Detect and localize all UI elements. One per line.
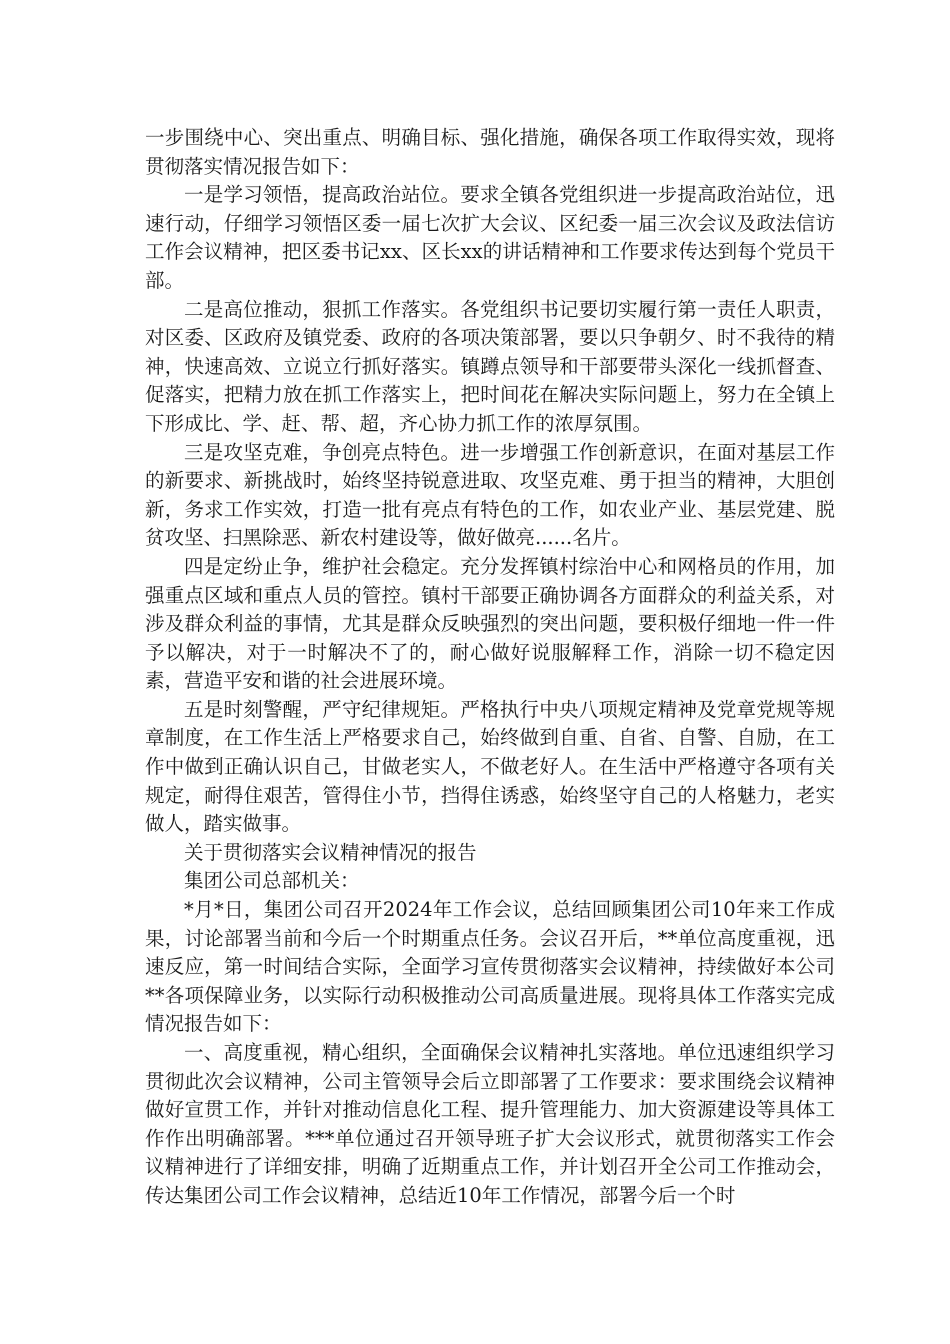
paragraph-point-five: 五是时刻警醒，严守纪律规矩。严格执行中央八项规定精神及党章党规等规章制度，在工作生活上严格要求自己，始终做到自重、自省、自警、自励，在工作中做到正确认识自己，甘做老实人，不做老好人。在生活中严格遵守各项有关规定，耐得住艰苦，管得住小节，挡得住诱惑，始终坚守自己的人格魅力，老实做人，踏实做事。 <box>145 697 835 836</box>
report-salutation: 集团公司总部机关： <box>184 869 360 893</box>
paragraph-intro-continuation: 一步围绕中心、突出重点、明确目标、强化措施，确保各项工作取得实效，现将贯彻落实情况报告如下： <box>145 126 835 178</box>
paragraph-point-two: 二是高位推动，狠抓工作落实。各党组织书记要切实履行第一责任人职责，对区委、区政府及镇党委、政府的各项决策部署，要以只争朝夕、时不我待的精神，快速高效、立说立行抓好落实。镇蹲点领导和干部要带头深化一线抓督查、促落实，把精力放在抓工作落实上，把时间花在解决实际问题上，努力在全镇上下形成比、学、赶、帮、超，齐心协力抓工作的浓厚氛围。 <box>145 297 835 435</box>
paragraph-point-one: 一是学习领悟，提高政治站位。要求全镇各党组织进一步提高政治站位，迅速行动，仔细学习领悟区委一届七次扩大会议、区纪委一届三次会议及政法信访工作会议精神，把区委书记xx、区长xx的讲话精神和工作要求传达到每个党员干部。 <box>145 183 835 292</box>
paragraph-point-three: 三是攻坚克难，争创亮点特色。进一步增强工作创新意识，在面对基层工作的新要求、新挑战时，始终坚持锐意进取、攻坚克难、勇于担当的精神，大胆创新，务求工作实效，打造一批有亮点有特色的工作，如农业产业、基层党建、脱贫攻坚、扫黑除恶、新农村建设等，做好做亮......名片。 <box>145 440 835 550</box>
document-body <box>145 124 835 1211</box>
report-title: 关于贯彻落实会议精神情况的报告 <box>184 840 477 864</box>
paragraph-point-four: 四是定纷止争，维护社会稳定。充分发挥镇村综治中心和网格员的作用，加强重点区域和重点人员的管控。镇村干部要正确协调各方面群众的利益关系，对涉及群众利益的事情，尤其是群众反映强烈的突出问题，要积极仔细地一件一件予以解决，对于一时解决不了的，耐心做好说服解释工作，消除一切不稳定因素，营造平安和谐的社会进展环境。 <box>145 554 835 693</box>
paragraph-meeting-summary: *月*日，集团公司召开2024年工作会议，总结回顾集团公司10年来工作成果，讨论部署当前和今后一个时期重点任务。会议召开后，**单位高度重视，迅速反应，第一时间结合实际，全面学习宣传贯彻落实会议精神，持续做好本公司**各项保障业务，以实际行动积极推动公司高质量进展。现将具体工作落实完成情况报告如下： <box>145 898 835 1036</box>
paragraph-section-one: 一、高度重视，精心组织，全面确保会议精神扎实落地。单位迅速组织学习贯彻此次会议精神，公司主管领导会后立即部署了工作要求：要求围绕会议精神做好宣贯工作，并针对推动信息化工程、提升管理能力、加大资源建设等具体工作作出明确部署。***单位通过召开领导班子扩大会议形式，就贯彻落实工作会议精神进行了详细安排，明确了近期重点工作，并计划召开全公司工作推动会，传达集团公司工作会议精神，总结近10年工作情况，部署今后一个时 <box>145 1041 835 1207</box>
